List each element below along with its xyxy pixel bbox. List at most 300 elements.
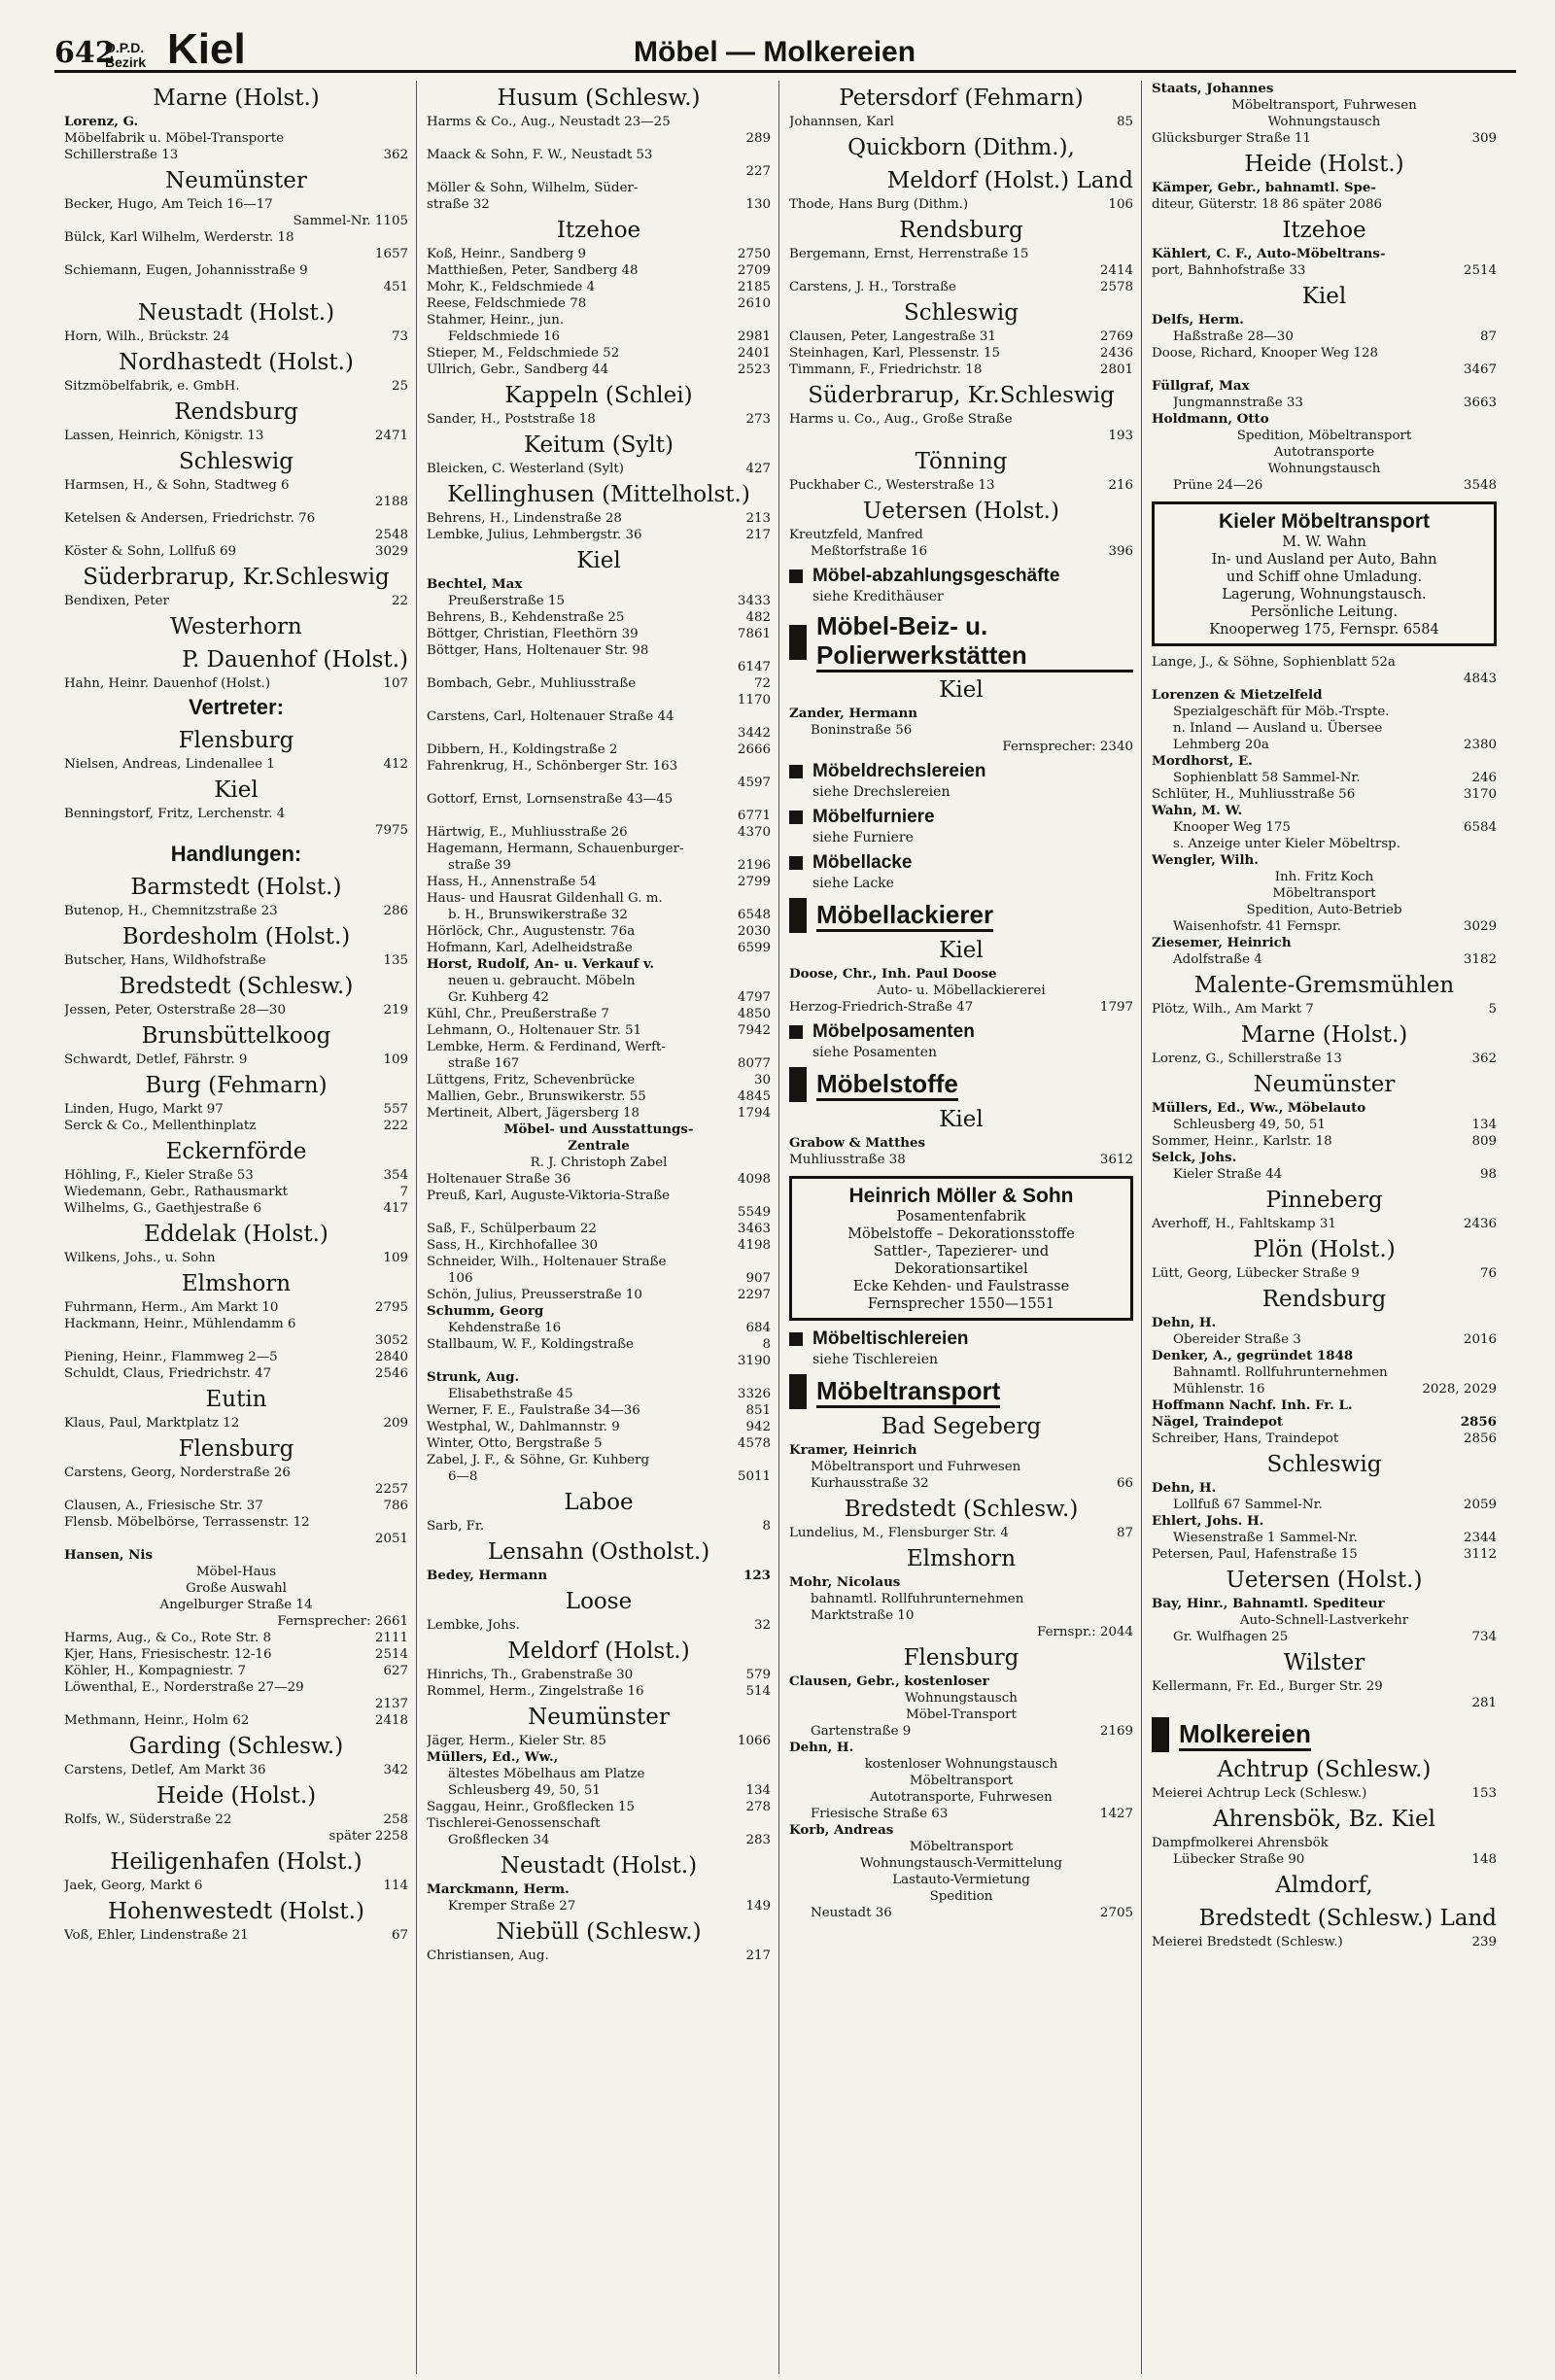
entry-text: Harms, Aug., & Co., Rote Str. 8 [64,1631,272,1645]
entry-line [64,147,408,163]
listing-entry [789,411,1133,428]
square-bullet-icon [789,811,803,824]
entry-text: Lübecker Straße 90 [1173,1852,1305,1867]
listing-entry [1152,1397,1497,1414]
listing-entry [789,706,1133,722]
city-heading: Süderbrarup, Kr.Schleswig [83,565,390,590]
entry-text: Lange, J., & Söhne, Sophienblatt 52a [1152,655,1396,670]
city-heading: Eutin [205,1387,267,1412]
listing-entry [1152,720,1497,737]
entry-line [448,857,771,874]
entry-text: Bülck, Karl Wilhelm, Werderstr. 18 [64,230,294,245]
city-heading: Elmshorn [906,1546,1017,1571]
city-heading: Uetersen (Holst.) [1226,1568,1423,1593]
entry-text: Benningstorf, Fritz, Lerchenstr. 4 [64,807,286,821]
section-heading [789,761,1133,782]
city-heading: Neumünster [528,1705,670,1730]
entry-line [427,362,771,378]
listing-entry [427,279,771,295]
phone-number: 109 [383,1052,408,1067]
listing-entry [789,1152,1133,1168]
entry-text: Meierei Achtrup Leck (Schlesw.) [1152,1786,1367,1801]
phone-number: 2188 [374,495,408,509]
entry-text: Lembke, Herm. & Ferdinand, Werft- [427,1040,666,1054]
entry-text: straße 39 [448,858,511,873]
listing-entry [427,1072,771,1088]
phone-number: 786 [383,1499,408,1513]
listing-entry [789,1690,1133,1707]
listing-entry [1152,885,1497,902]
phone-number: 1170 [737,693,771,707]
listing-entry [1152,951,1497,968]
entry-line [64,1332,408,1349]
phone-number: 362 [1471,1052,1497,1066]
entry-text: Mallien, Gebr., Brunswikerstr. 55 [427,1089,646,1104]
entry-text: straße 32 [427,197,490,212]
ad-line: Heinrich Möller & Sohn [848,1185,1074,1207]
city-heading: P. Dauenhof (Holst.) [182,647,408,673]
listing-entry [64,1564,408,1580]
entry-text: Gottorf, Ernst, Lornsenstraße 43—45 [427,792,674,807]
entry-text: Lembke, Julius, Lehmbergstr. 36 [427,528,642,542]
city-heading: Bredstedt (Schlesw.) [119,974,354,999]
phone-number: 5549 [737,1205,771,1220]
listing-entry [64,1299,408,1316]
district-label [105,41,167,70]
listing-entry [427,1105,771,1121]
entry-line [448,328,771,345]
entry-text: Angelburger Straße 14 [159,1598,313,1612]
phone-number: 273 [745,412,771,427]
listing-entry [789,114,1133,130]
entry-text: Hackmann, Heinr., Mühlendamm 6 [64,1317,296,1331]
listing-entry [789,983,1133,999]
listing-entry [789,1872,1133,1888]
entry-text: Behrens, H., Lindenstraße 28 [427,511,622,526]
listing-entry [1152,395,1497,411]
entry-text: Adolfstraße 4 [1173,952,1262,967]
phone-number: 451 [383,280,408,294]
listing-entry [427,1353,771,1369]
entry-line [427,279,771,295]
listing-entry [427,1617,771,1634]
entry-line [64,328,408,345]
entry-text: Lehmberg 20a [1173,738,1269,752]
entry-line [427,246,771,262]
listing-entry [427,956,771,973]
listing-entry [1152,1513,1497,1530]
phone-number: 734 [1471,1630,1497,1644]
listing-entry [427,742,771,758]
section-heading [789,852,1133,874]
entry-text: Clausen, Peter, Langestraße 31 [789,329,996,344]
listing-entry [789,1822,1133,1839]
entry-line [1173,737,1497,753]
entry-text: Nägel, Traindepot [1152,1414,1284,1430]
phone-number: 3326 [737,1387,771,1401]
entry-text: Bedey, Hermann [427,1568,548,1583]
square-bullet-icon [789,625,807,660]
listing-entry [1152,246,1497,262]
listing-entry [427,147,771,163]
square-bullet-icon [1152,1717,1169,1752]
listing-entry [427,130,771,147]
entry-text: Neustadt 36 [811,1906,892,1920]
phone-number: 2344 [1463,1531,1497,1545]
phone-number: 30 [753,1073,771,1087]
city-heading: Kiel [939,938,984,963]
phone-number: 66 [1116,1476,1133,1491]
entry-line [427,461,771,477]
city-heading: Flensburg [178,1436,294,1462]
entry-line [64,1498,408,1514]
entry-line [64,593,408,609]
listing-entry [789,328,1133,345]
entry-text: Matthießen, Peter, Sandberg 48 [427,263,639,278]
entry-line [448,1270,771,1287]
entry-line [1152,130,1497,147]
entry-line [64,1481,408,1498]
phone-number: 4850 [737,1007,771,1021]
entry-line [1173,1497,1497,1513]
entry-text: Timmann, F., Friedrichstr. 18 [789,362,983,377]
phone-number: 8 [762,1337,771,1352]
listing-entry [1152,1216,1497,1232]
phone-number: 3029 [1463,919,1497,934]
entry-text: Schleusberg 49, 50, 51 [448,1783,601,1798]
cross-reference: siehe Posamenten [812,1045,938,1060]
listing-entry [64,1184,408,1200]
entry-text: Carstens, J. H., Torstraße [789,280,956,294]
entry-line [427,1171,771,1188]
listing-entry [1152,1414,1497,1431]
phone-number: 2436 [1099,346,1133,361]
listing-entry [1152,1150,1497,1166]
entry-line [1173,1331,1497,1348]
entry-line [427,1799,771,1815]
city-heading: Heide (Holst.) [1244,152,1404,177]
entry-text: Butscher, Hans, Wildhofstraße [64,953,266,968]
entry-text: Dehn, H. [1152,1315,1217,1330]
entry-text: s. Anzeige unter Kieler Möbeltrsp. [1173,837,1401,851]
entry-text: Marckmann, Herm. [427,1881,570,1897]
section-title: Möbelposamenten [812,1021,975,1042]
phone-number: 2548 [374,528,408,542]
ad-line: Fernsprecher 1550—1551 [867,1296,1055,1312]
section-heading [789,566,1133,587]
listing-entry [789,1475,1133,1492]
listing-entry [64,1250,408,1266]
entry-line [1152,362,1497,378]
entry-text: Fernspr.: 2044 [1037,1625,1133,1639]
listing-entry [427,890,771,907]
phone-number: 72 [753,676,771,691]
listing-entry [1152,130,1497,147]
listing-entry [64,262,408,279]
listing-entry [1152,918,1497,935]
entry-text: Dehn, H. [789,1740,854,1755]
entry-line [448,1320,771,1336]
listing-entry [789,262,1133,279]
entry-text: Ziesemer, Heinrich [1152,935,1292,950]
phone-number: 2523 [737,362,771,377]
entry-line [427,1237,771,1254]
section-heading [789,611,1133,673]
listing-entry [64,213,408,229]
phone-number: 4098 [737,1172,771,1187]
city-heading: Marne (Holst.) [153,86,320,111]
listing-entry [789,1905,1133,1921]
entry-line [1173,328,1497,345]
entry-text: Köhler, H., Kompagniestr. 7 [64,1664,247,1678]
listing-entry [1152,1331,1497,1348]
listing-entry [1152,819,1497,836]
entry-text: Mertineit, Albert, Jägersberg 18 [427,1106,640,1121]
entry-text: 6—8 [448,1469,478,1484]
listing-entry [64,1828,408,1845]
phone-number: 2414 [1099,263,1133,278]
entry-line [64,1878,408,1894]
entry-text: Böttger, Christian, Fleethörn 39 [427,627,639,641]
city-heading: Barmstedt (Holst.) [130,875,342,900]
entry-text: Große Auswahl [186,1581,287,1596]
entry-text: Lembke, Johs. [427,1618,520,1633]
phone-number: 627 [383,1664,408,1678]
phone-number: 2401 [737,346,771,361]
city-heading: Bredstedt (Schlesw.) Land [1198,1906,1497,1931]
listing-entry [1152,1051,1497,1067]
entry-text: Sommer, Heinr., Karlstr. 18 [1152,1134,1332,1149]
section-heading [1152,1717,1497,1752]
listing-entry [427,841,771,857]
entry-text: Möbel- und Ausstattungs- [503,1121,694,1137]
entry-text: Sammel-Nr. 1105 [293,214,408,228]
entry-text: Kjer, Hans, Friesischestr. 12-16 [64,1647,272,1662]
listing-entry [64,1630,408,1646]
listing-entry [1152,345,1497,362]
entry-line [1152,1934,1497,1950]
entry-line [811,1723,1133,1740]
phone-number: 107 [383,676,408,691]
section-heading [789,898,1133,933]
entry-text: Methmann, Heinr., Holm 62 [64,1713,250,1728]
phone-number: 3170 [1463,787,1497,802]
phone-number: 362 [383,148,408,162]
entry-line [427,1733,771,1749]
listing-entry [64,1498,408,1514]
listing-entry [427,246,771,262]
entry-text: ältestes Möbelhaus am Platze [448,1767,645,1781]
category-heading: Handlungen: [170,842,302,866]
city-heading: Meldorf (Holst.) [507,1638,690,1664]
phone-number: 281 [1471,1696,1497,1710]
entry-line [64,1365,408,1382]
city-heading: Plön (Holst.) [1253,1237,1396,1262]
city-heading: Süderbrarup, Kr.Schleswig [808,383,1115,408]
entry-text: diteur, Güterstr. 18 86 später 2086 [1152,197,1383,212]
listing-entry [427,973,771,989]
listing-entry [1152,1117,1497,1133]
entry-text: Schreiber, Hans, Traindepot [1152,1431,1339,1446]
listing-entry [64,1597,408,1613]
listing-entry [64,1316,408,1332]
entry-text: Lorenz, G. [64,114,139,129]
listing-entry [1152,786,1497,803]
phone-number: 76 [1479,1266,1497,1281]
entry-text: Bergemann, Ernst, Herrenstraße 15 [789,247,1029,261]
listing-entry [1152,1133,1497,1150]
phone-number: 87 [1479,329,1497,344]
phone-number: 3182 [1463,952,1497,967]
listing-entry [789,1574,1133,1591]
phone-number: 1066 [737,1734,771,1748]
listing-entry [1152,180,1497,196]
listing-entry [1152,1678,1497,1695]
section-title: Möbellackierer [816,900,993,932]
city-heading: Kiel [1301,284,1347,309]
listing-entry [64,1663,408,1679]
city-heading: Bad Segeberg [881,1414,1042,1439]
listing-entry [1152,1265,1497,1282]
entry-text: Hörlöck, Chr., Augustenstr. 76a [427,924,636,939]
city-heading: Schleswig [904,300,1019,326]
entry-text: Elisabethstraße 45 [448,1387,573,1401]
entry-text: Schwardt, Detlef, Fährstr. 9 [64,1052,248,1067]
phone-number: 2436 [1463,1217,1497,1231]
listing-entry [427,1287,771,1303]
phone-number: 396 [1108,544,1133,559]
listing-entry [1152,428,1497,444]
entry-text: Lüttgens, Fritz, Schevenbrücke [427,1073,636,1087]
listing-entry [1152,1934,1497,1950]
listing-entry [427,1402,771,1419]
listing-entry [1152,1315,1497,1331]
entry-text: Boninstraße 56 [811,723,913,738]
city-heading: Achtrup (Schlesw.) [1217,1757,1432,1782]
listing-entry [427,642,771,659]
listing-entry [789,739,1133,755]
entry-text: Kreutzfeld, Manfred [789,528,923,542]
phone-number: 2840 [374,1350,408,1364]
section-title: Möbeltischlereien [812,1328,969,1349]
entry-text: Schumm, Georg [427,1303,544,1319]
city-heading: Malente-Gremsmühlen [1193,973,1455,998]
entry-text: Wiedemann, Gebr., Rathausmarkt [64,1185,289,1199]
entry-text: Carstens, Georg, Norderstraße 26 [64,1466,291,1480]
city-heading: Schleswig [1266,1452,1382,1477]
listing-entry [427,1188,771,1204]
city-heading: Lensahn (Ostholst.) [487,1539,710,1565]
entry-text: Möller & Sohn, Wilhelm, Süder- [427,181,639,195]
listing-entry [789,1723,1133,1740]
entry-line [427,411,771,428]
entry-text: Carstens, Detlef, Am Markt 36 [64,1763,266,1777]
entry-text: Möbeltransport [909,1774,1014,1788]
listing-entry [427,1039,771,1055]
entry-line [64,952,408,969]
phone-number: 2169 [1099,1724,1133,1739]
entry-text: Wohnungstausch-Vermittelung [860,1856,1062,1871]
listing-entry [427,758,771,775]
entry-text: Wilhelms, G., Gaethjestraße 6 [64,1201,261,1216]
phone-number: 354 [383,1168,408,1183]
entry-text: Hofmann, Karl, Adelheidstraße [427,941,633,955]
listing-entry [427,1898,771,1914]
listing-entry [1152,1166,1497,1183]
entry-text: Wilkens, Johs., u. Sohn [64,1251,216,1265]
entry-line [1152,1414,1497,1431]
entry-text: Härtwig, E., Muhliusstraße 26 [427,825,628,840]
listing-entry [789,246,1133,262]
entry-text: Koß, Heinr., Sandberg 9 [427,247,586,261]
city-heading: Marne (Holst.) [1240,1022,1408,1048]
listing-entry [427,1386,771,1402]
entry-line [427,609,771,626]
entry-line [427,163,771,180]
entry-text: Butenop, H., Chemnitzstraße 23 [64,904,278,918]
entry-text: Lastauto-Vermietung [892,1873,1030,1887]
listing-entry [64,1878,408,1894]
column-container [54,81,1516,2374]
entry-line [811,1806,1133,1822]
entry-line [64,527,408,543]
phone-number: 153 [1471,1786,1497,1801]
entry-text: Preußerstraße 15 [448,594,566,608]
entry-text: port, Bahnhofstraße 33 [1152,263,1306,278]
entry-text: Haßstraße 28—30 [1173,329,1294,344]
cross-reference: siehe Furniere [812,830,914,845]
entry-line [427,626,771,642]
entry-text: Reese, Feldschmiede 78 [427,296,587,311]
entry-text: Fahrenkrug, H., Schönberger Str. 163 [427,759,678,774]
listing-entry [1152,1612,1497,1629]
entry-text: Doose, Chr., Inh. Paul Doose [789,966,997,982]
listing-entry [427,1320,771,1336]
phone-number: 2769 [1099,329,1133,344]
listing-entry [1152,753,1497,770]
ad-line: In- und Ausland per Auto, Bahn [1211,552,1437,568]
listing-entry [64,1365,408,1382]
entry-text: Schön, Julius, Preusserstraße 10 [427,1288,642,1302]
listing-entry [789,362,1133,378]
entry-text: Fernsprecher: 2340 [1002,740,1133,754]
entry-text: Köster & Sohn, Lollfuß 69 [64,544,237,559]
listing-entry [789,1442,1133,1459]
phone-number: 2799 [737,875,771,889]
entry-text: neuen u. gebraucht. Möbeln [448,974,636,988]
listing-entry [427,1270,771,1287]
entry-line [1173,1629,1497,1645]
entry-line [789,196,1133,213]
entry-text: Petersen, Paul, Hafenstraße 15 [1152,1547,1358,1562]
entry-text: Auto-Schnell-Lastverkehr [1239,1613,1409,1628]
city-heading: Kiel [576,548,621,573]
listing-entry [1152,362,1497,378]
listing-entry [1152,1480,1497,1497]
entry-line [1173,1166,1497,1183]
listing-entry [789,722,1133,739]
phone-number: 6584 [1463,820,1497,835]
section-title: Möbelstoffe [816,1069,958,1101]
entry-line [427,742,771,758]
listing-entry [64,1332,408,1349]
listing-entry [1152,411,1497,428]
listing-entry [427,1799,771,1815]
listing-entry [789,966,1133,983]
section-title: Möbeldrechslereien [812,761,986,781]
listing-entry [64,1118,408,1134]
phone-number: 8 [762,1519,771,1534]
